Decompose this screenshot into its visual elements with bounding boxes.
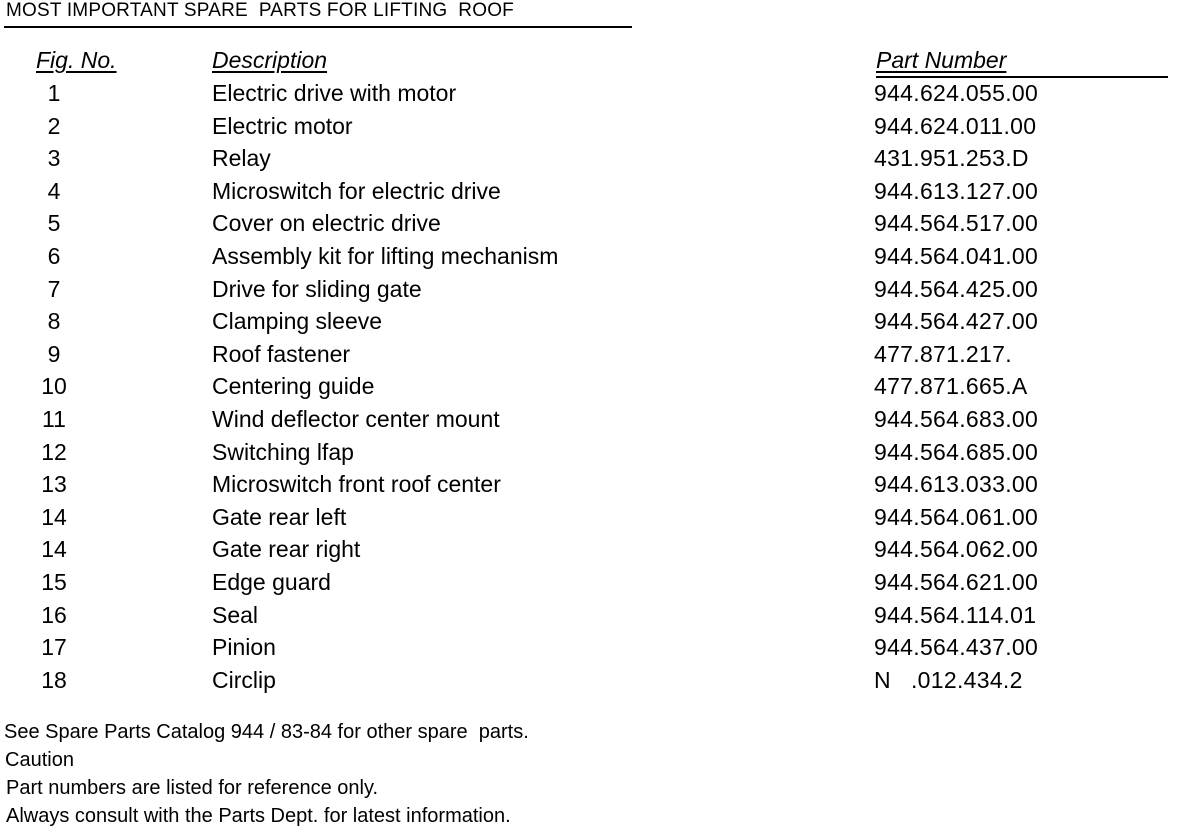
part-description: Gate rear left xyxy=(212,503,347,530)
header-fig-no: Fig. No. xyxy=(36,47,117,73)
fig-number: 3 xyxy=(47,145,61,172)
part-description: Seal xyxy=(212,601,259,628)
header-part-number: Part Number xyxy=(876,47,1007,73)
part-number: 477.871.665.A xyxy=(874,373,1028,400)
table-row xyxy=(0,306,1184,339)
table-row xyxy=(0,567,1184,600)
fig-number: 15 xyxy=(41,568,67,595)
part-number: 944.564.114.01 xyxy=(874,601,1037,628)
part-description: Relay xyxy=(212,145,271,172)
page-title: MOST IMPORTANT SPARE PARTS FOR LIFTING ROOF xyxy=(6,0,514,21)
table-row xyxy=(0,600,1184,633)
catalog-note: See Spare Parts Catalog 944 / 83-84 for other spare parts. xyxy=(4,721,529,743)
part-number: 944.624.011.00 xyxy=(874,112,1037,139)
fig-number: 4 xyxy=(47,177,61,204)
parts-table xyxy=(0,78,1184,697)
part-description: Microswitch for electric drive xyxy=(212,177,501,204)
table-row xyxy=(0,404,1184,437)
table-row xyxy=(0,176,1184,209)
table-row xyxy=(0,502,1184,535)
fig-number: 11 xyxy=(42,405,66,432)
part-number: 944.564.683.00 xyxy=(874,405,1039,432)
fig-number: 6 xyxy=(47,242,61,269)
reference-note: Part numbers are listed for reference only. xyxy=(6,777,379,799)
part-number: 944.564.061.00 xyxy=(874,503,1039,530)
part-description: Cover on electric drive xyxy=(212,210,441,237)
part-number: 944.564.437.00 xyxy=(874,634,1039,661)
fig-number: 14 xyxy=(41,503,67,530)
header-description: Description xyxy=(212,47,328,73)
table-row xyxy=(0,274,1184,307)
table-row xyxy=(0,143,1184,176)
part-number: 944.564.517.00 xyxy=(874,210,1039,237)
part-description: Centering guide xyxy=(212,373,375,400)
part-number: 944.624.055.00 xyxy=(874,80,1039,106)
part-description: Pinion xyxy=(212,634,276,661)
fig-number: 1 xyxy=(47,80,61,106)
part-description: Electric drive with motor xyxy=(212,80,457,106)
title-underline xyxy=(4,26,632,28)
table-row xyxy=(0,111,1184,144)
table-row xyxy=(0,469,1184,502)
table-row xyxy=(0,208,1184,241)
part-number: 944.564.062.00 xyxy=(874,536,1039,563)
part-description: Circlip xyxy=(212,666,276,693)
consult-note: Always consult with the Parts Dept. for latest information. xyxy=(6,805,511,827)
part-number: 944.613.127.00 xyxy=(874,177,1039,204)
fig-number: 18 xyxy=(41,666,67,693)
footnotes xyxy=(4,718,529,830)
part-number: 944.613.033.00 xyxy=(874,471,1039,498)
fig-number: 7 xyxy=(47,275,61,302)
part-description: Roof fastener xyxy=(212,340,351,367)
part-description: Clamping sleeve xyxy=(212,308,383,335)
table-row xyxy=(0,339,1184,372)
part-number: 944.564.621.00 xyxy=(874,568,1039,595)
fig-number: 9 xyxy=(47,340,61,367)
fig-number: 17 xyxy=(41,634,67,661)
fig-number: 5 xyxy=(47,210,61,237)
part-number: 944.564.427.00 xyxy=(874,308,1039,335)
table-row xyxy=(0,371,1184,404)
part-description: Microswitch front roof center xyxy=(212,471,501,498)
part-number: 431.951.253.D xyxy=(874,145,1029,172)
fig-number: 12 xyxy=(41,438,67,465)
part-description: Switching lfap xyxy=(212,438,354,465)
fig-number: 16 xyxy=(41,601,67,628)
part-number: 477.871.217. xyxy=(874,340,1012,367)
part-description: Gate rear right xyxy=(212,536,361,563)
table-row xyxy=(0,437,1184,470)
fig-number: 8 xyxy=(47,308,61,335)
table-row xyxy=(0,632,1184,665)
table-row xyxy=(0,241,1184,274)
part-number: 944.564.041.00 xyxy=(874,242,1039,269)
fig-number: 14 xyxy=(41,536,67,563)
part-number: 944.564.425.00 xyxy=(874,275,1039,302)
part-description: Wind deflector center mount xyxy=(212,405,500,432)
part-description: Electric motor xyxy=(212,112,353,139)
fig-number: 10 xyxy=(41,373,67,400)
part-number: 944.564.685.00 xyxy=(874,438,1039,465)
table-row xyxy=(0,534,1184,567)
table-row xyxy=(0,665,1184,698)
part-description: Assembly kit for lifting mechanism xyxy=(212,242,559,269)
table-row xyxy=(0,78,1184,111)
fig-number: 13 xyxy=(41,471,67,498)
part-description: Drive for sliding gate xyxy=(212,275,422,302)
fig-number: 2 xyxy=(47,112,61,139)
caution-heading: Caution xyxy=(5,749,74,771)
part-number: N .012.434.2 xyxy=(874,666,1023,693)
part-description: Edge guard xyxy=(212,568,331,595)
